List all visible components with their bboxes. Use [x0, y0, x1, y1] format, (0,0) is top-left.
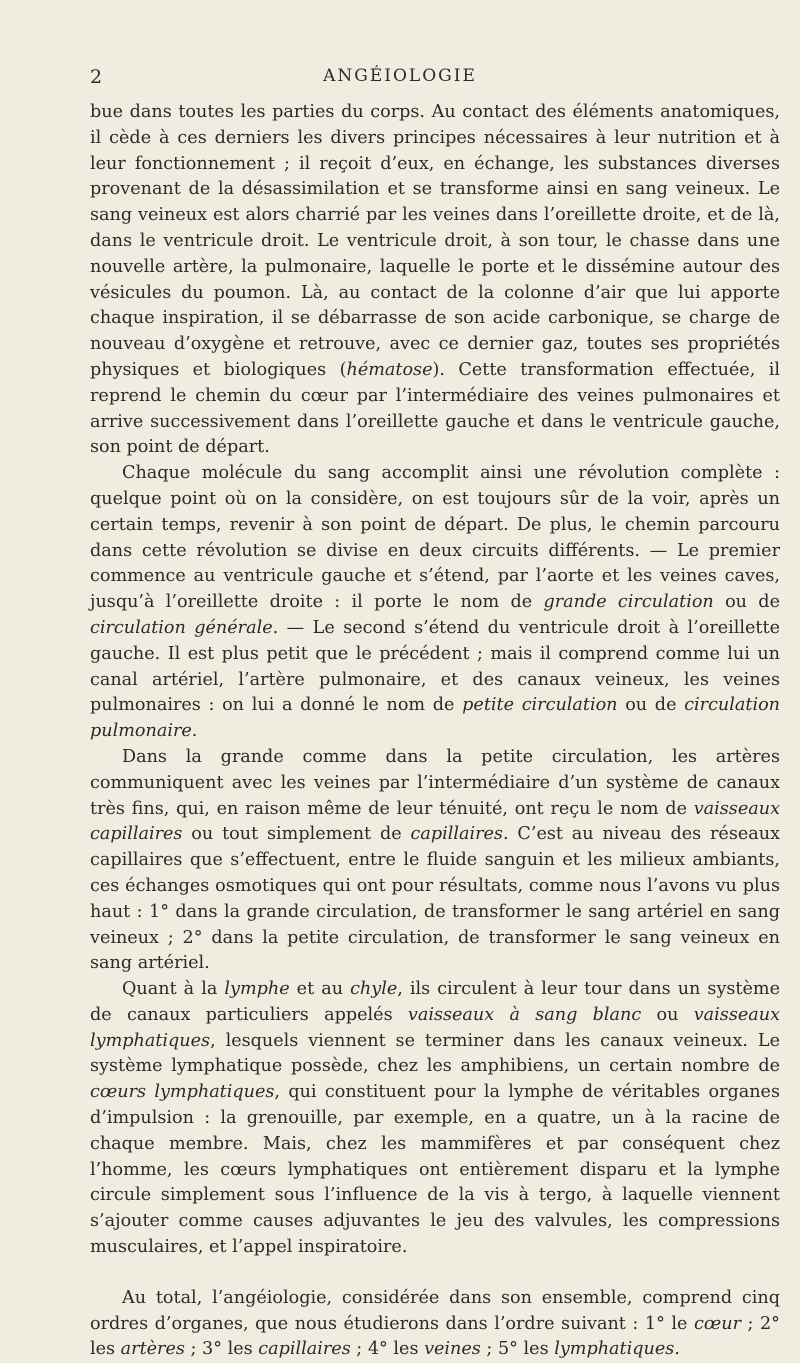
text-run: Dans la grande comme dans la petite circulation, les artères communiquent avec les veines par l’intermédiaire d’un système de canaux très fins, qui, en raison même de leur ténuité, ont reçu le nom de: [90, 746, 780, 819]
paragraph: [90, 745, 780, 977]
text-run: ou de: [617, 695, 685, 716]
text-run: ; 5° les: [480, 1339, 555, 1360]
text-run: .: [674, 1339, 680, 1360]
italic-term: vaisseaux capillaires: [90, 798, 780, 845]
italic-term: petite circulation: [462, 695, 618, 716]
italic-term: cœurs lymphatiques: [90, 1082, 275, 1103]
paragraph: [90, 977, 780, 1261]
italic-term: veines: [424, 1339, 481, 1360]
text-run: ; 4° les: [350, 1339, 425, 1360]
text-run: . — Le second s’étend du ventricule droit à l’oreillette gauche. Il est plus petit que le précédent ; mais il comprend comme lui un canal artériel, l’artère pulmonaire, et des canaux veineux, les veines pulmonaires : on lui a donné le nom de: [90, 617, 780, 716]
text-run: , qui constituent pour la lymphe de véritables organes d’impulsion : la grenouille, par exemple, en a quatre, un à la racine de chaque membre. Mais, chez les mammifères et par conséquent chez l’homme, les cœurs lymphatiques ont entièrement disparu et la lymphe circule simplement sous l’influence de la vis à tergo, à laquelle viennent s’ajouter comme causes adjuvantes le jeu des valvules, les compressions musculaires, et l’appel inspiratoire.: [90, 1082, 780, 1258]
italic-term: capillaires: [410, 824, 503, 845]
italic-term: capillaires: [258, 1339, 351, 1360]
text-run: ou de: [713, 592, 780, 613]
italic-term: lymphe: [224, 979, 290, 1000]
text-run: ; 2° les: [90, 1313, 780, 1360]
italic-term: vaisseaux lymphatiques: [90, 1004, 781, 1051]
text-run: ; 3° les: [184, 1339, 259, 1360]
running-title: ANGÉIOLOGIE: [323, 66, 477, 86]
text-run: Quant à la: [122, 979, 225, 1000]
text-run: ). Cette transformation effectuée, il reprend le chemin du cœur par l’intermédiaire des veines pulmonaires et arrive successivement dans l’oreillette gauche et dans le ventricule gauche, son point de départ.: [90, 359, 780, 458]
italic-term: grande circulation: [543, 592, 714, 613]
page-number: 2: [90, 66, 103, 88]
text-run: Chaque molécule du sang accomplit ainsi une révolution complète : quelque point où on la considère, on est toujours sûr de la voir, après un certain temps, revenir à son point de départ. De plus, le chemin parcouru dans cette révolution se divise en deux circuits différents. — Le premier commence au ventricule gauche et s’étend, par l’aorte et les veines caves, jusqu’à l’oreillette droite : il porte le nom de: [90, 463, 780, 613]
italic-term: hématose: [346, 359, 433, 380]
paragraph: [90, 1286, 780, 1363]
text-run: ou tout simplement de: [182, 824, 411, 845]
italic-term: cœur: [693, 1313, 741, 1334]
italic-term: vaisseaux à sang blanc: [407, 1004, 642, 1025]
italic-term: chyle: [350, 979, 398, 1000]
page-header: [0, 66, 800, 88]
italic-term: artères: [120, 1339, 185, 1360]
paragraph: [90, 461, 780, 745]
italic-term: circulation pulmonaire: [90, 695, 780, 742]
body-text: [90, 100, 780, 1363]
text-run: ou: [641, 1004, 694, 1025]
text-run: , ils circulent à leur tour dans un système de canaux particuliers appelés: [90, 979, 780, 1025]
text-run: . C’est au niveau des réseaux capillaires que s’effectuent, entre le fluide sanguin et les milieux ambiants, ces échanges osmotiques qui ont pour résultats, comme nous l’avons vu plus haut : 1° dans la grande circulation, de transformer le sang artériel en sang veineux ; 2° dans la petite circulation, de transformer le sang veineux en sang artériel.: [90, 824, 781, 974]
text-run: bue dans toutes les parties du corps. Au contact des éléments anatomiques, il cède à ces derniers les divers principes nécessaires à leur nutrition et à leur fonctionnement ; il reçoit d’eux, en échange, les substances diverses provenant de la désassimilation et se transforme ainsi en sang veineux. Le sang veineux est alors charrié par les veines dans l’oreillette droite, et de là, dans le ventricule droit. Le ventricule droit, à son tour, le chasse dans une nouvelle artère, la pulmonaire, laquelle le porte et le dissémine autour des vésicules du poumon. Là, au contact de la colonne d’air que lui apporte chaque inspiration, il se débarrasse de son acide carbonique, se charge de nouveau d’oxygène et retrouve, avec ce dernier gaz, toutes ses propriétés physiques et biologiques (: [90, 102, 780, 380]
italic-term: circulation générale: [90, 617, 273, 638]
text-run: et au: [289, 979, 351, 1000]
paragraph: [90, 100, 780, 461]
text-run: , lesquels viennent se terminer dans les canaux veineux. Le système lymphatique possède, chez les amphibiens, un certain nombre de: [90, 1030, 780, 1077]
text-run: Au total, l’angéiologie, considérée dans son ensemble, comprend cinq ordres d’organes, que nous étudierons dans l’ordre suivant : 1° le: [90, 1287, 780, 1334]
text-run: .: [191, 721, 198, 742]
italic-term: lymphatiques: [554, 1339, 675, 1360]
